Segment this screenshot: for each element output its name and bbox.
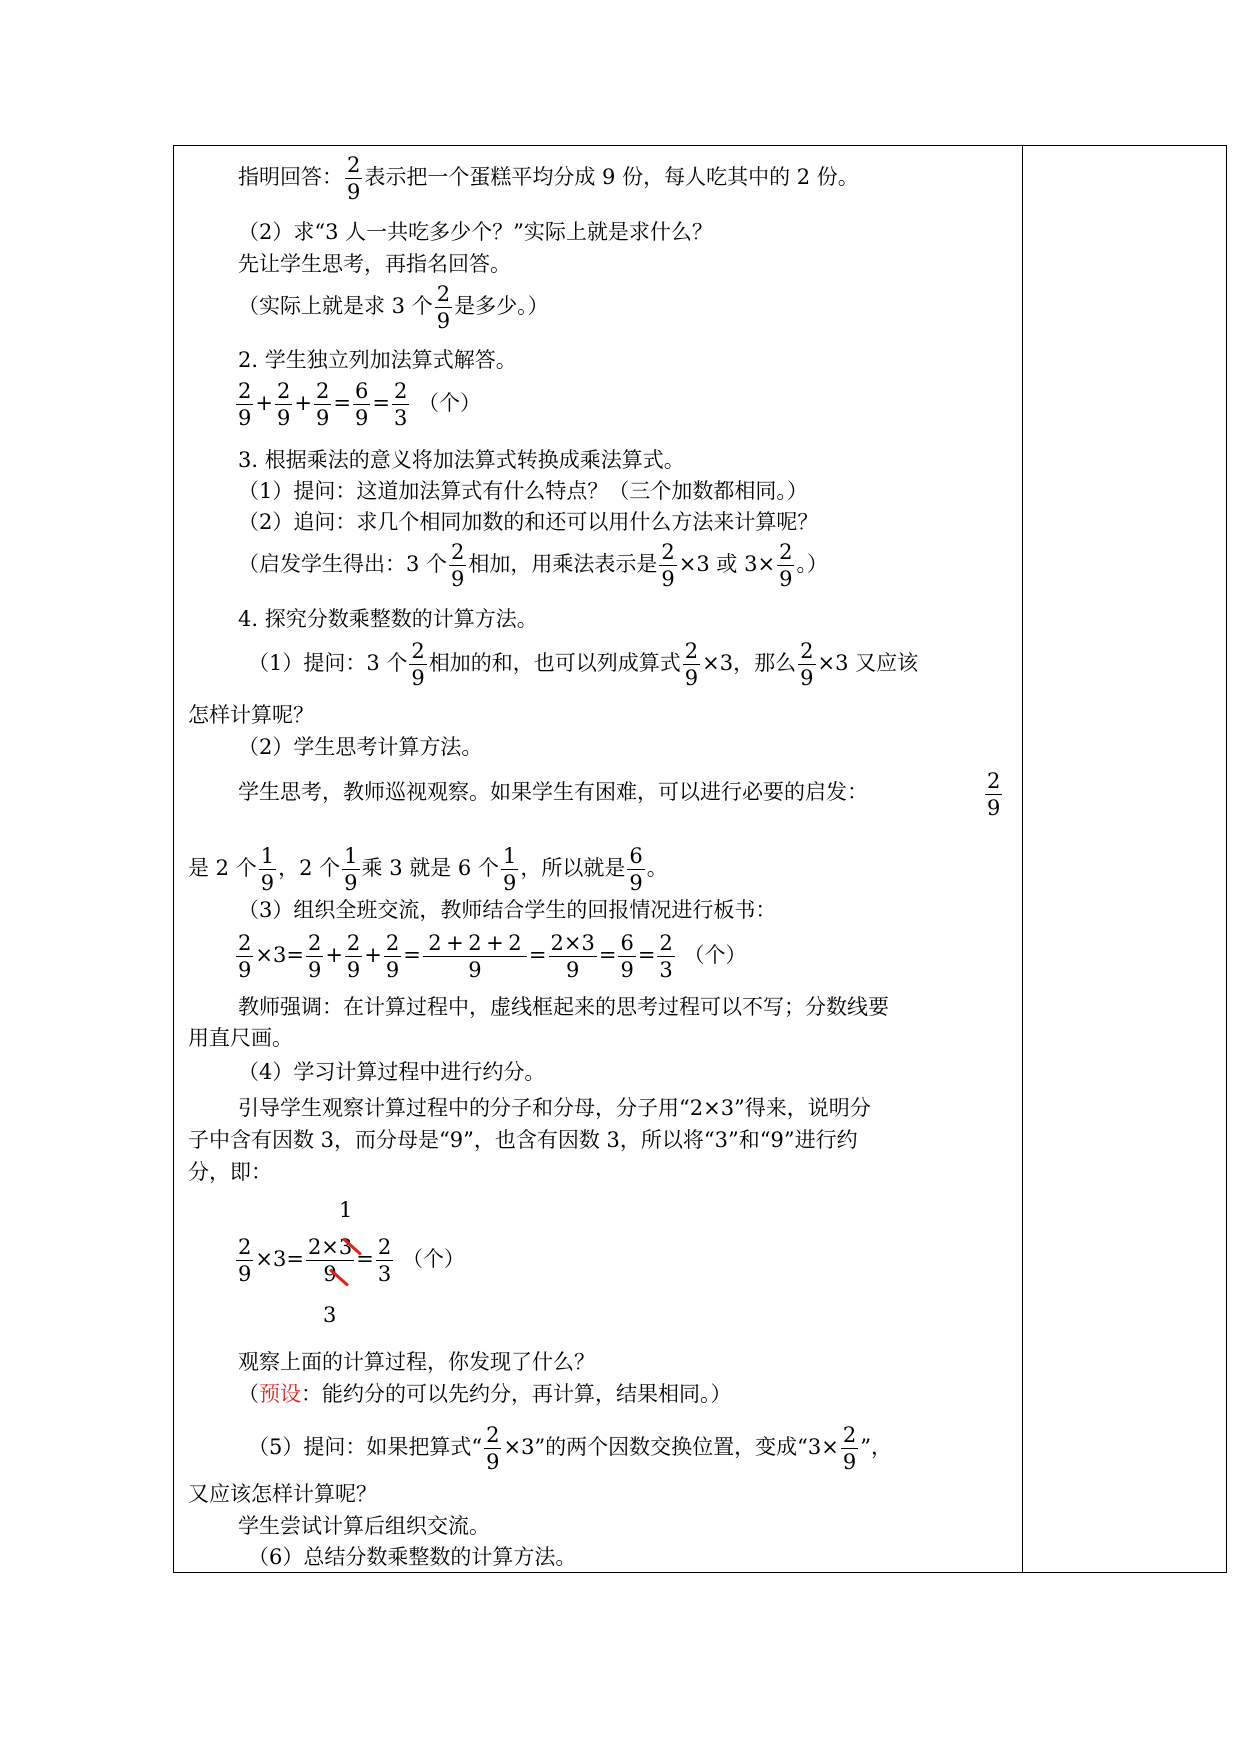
text: 。 [646, 856, 668, 880]
fraction-2-9: $\frac{2}{9}$ [842, 1423, 857, 1474]
fraction-2-9: $\frac{2}{9}$ [779, 540, 793, 591]
plus: + [325, 943, 343, 967]
fraction-2-9: $\frac{2}{9}$ [436, 282, 451, 333]
fraction-2-9: $\frac{2}{9}$ [451, 540, 465, 591]
emphasis-line-cont: 用直尺画。 [188, 1026, 293, 1050]
hint-line-cont [188, 843, 668, 896]
answer-note [238, 281, 549, 334]
fraction-1-9: $\frac{1}{9}$ [260, 844, 275, 895]
guide-line: 子中含有因数 3，而分母是“9”，也含有因数 3，所以将“3”和“9”进行约 [188, 1128, 858, 1152]
equals: = [356, 1247, 374, 1271]
text: 学生思考，教师巡视观察。如果学生有困难，可以进行必要的启发： [238, 780, 868, 804]
fraction-2-9: $\frac{2}{9}$ [411, 639, 425, 690]
reduction-bottom-3: 3 [323, 1303, 337, 1327]
equals: = [528, 943, 547, 967]
emphasis-line: 教师强调：在计算过程中，虚线框起来的思考过程可以不写；分数线要 [238, 995, 889, 1019]
fraction-6-9: $\frac{6}{9}$ [629, 844, 643, 895]
observe-line: 观察上面的计算过程，你发现了什么？ [238, 1350, 595, 1374]
text: （启发学生得出：3 个 [238, 552, 448, 576]
step-line: （4）学习计算过程中进行约分。 [238, 1060, 546, 1084]
num: 2 [508, 931, 522, 955]
step-line: （6）总结分数乘整数的计算方法。 [248, 1545, 577, 1569]
question-line: （2）追问：求几个相同加数的和还可以用什么方法来计算呢？ [238, 510, 819, 534]
fraction-2-9: $\frac{2}{9}$ [238, 379, 252, 430]
step-line: （2）学生思考计算方法。 [238, 735, 483, 759]
fraction-2-9: $\frac{2}{9}$ [661, 540, 675, 591]
board-equation [234, 930, 746, 983]
text: （实际上就是求 3 个 [238, 294, 433, 318]
answer-line [238, 152, 859, 205]
preset-line [238, 1380, 732, 1408]
fraction-2-3: $\frac{2}{3}$ [393, 379, 408, 430]
times-3-equals: ×3= [255, 943, 304, 967]
equals: = [598, 943, 617, 967]
fraction-6-9: $\frac{6}{9}$ [354, 379, 369, 430]
text: ×3 又应该 [817, 651, 919, 675]
reduction-top-1: 1 [339, 1198, 353, 1222]
fraction-2-3: $\frac{2}{3}$ [659, 931, 673, 982]
fraction-2-9: $\frac{2}{9}$ [346, 931, 361, 982]
step-3-heading: 3. 根据乘法的意义将加法算式转换成乘法算式。 [238, 448, 685, 472]
fraction-2-9: $\frac{2}{9}$ [684, 639, 699, 690]
instruction-line: 先让学生思考，再指名回答。 [238, 252, 511, 276]
column-divider [1022, 145, 1023, 1573]
hint-line [238, 539, 828, 592]
question-line-cont: 又应该怎样计算呢？ [188, 1482, 377, 1506]
fraction-2-3: $\frac{2}{3}$ [377, 1235, 392, 1286]
text: ×3，那么 [702, 651, 797, 675]
equals: = [333, 391, 351, 415]
unit: （个） [683, 943, 747, 967]
text: ：能约分的可以先约分，再计算，结果相同。） [301, 1382, 732, 1406]
fraction-2-9: $\frac{2}{9}$ [385, 931, 400, 982]
text: ”， [860, 1435, 892, 1459]
text: 指明回答： [238, 165, 343, 189]
fraction-2-9: $\frac{2}{9}$ [315, 379, 330, 430]
fraction-2x3-9: $\frac{2\times 3}{9}$ [307, 1235, 353, 1286]
plus: + [446, 931, 464, 955]
plus: + [294, 391, 312, 415]
question-line: （1）提问：这道加法算式有什么特点？（三个加数都相同。） [238, 479, 808, 503]
question-line-cont: 怎样计算呢？ [188, 703, 314, 727]
text: 。） [796, 552, 828, 576]
text: 是多少。） [454, 294, 549, 318]
text: （ [238, 1382, 259, 1406]
text: 相加的和，也可以列成算式 [428, 651, 681, 675]
step-4-heading: 4. 探究分数乘整数的计算方法。 [238, 607, 538, 631]
step-2-heading: 2. 学生独立列加法算式解答。 [238, 348, 517, 372]
addition-equation [234, 378, 481, 431]
text: 乘 3 就是 6 个 [361, 856, 499, 880]
guide-line: 分，即： [188, 1160, 272, 1184]
equals: = [403, 943, 421, 967]
hint-fraction [983, 768, 1004, 821]
fraction-2-9: $\frac{2}{9}$ [347, 153, 361, 204]
text: 相加，用乘法表示是 [468, 552, 658, 576]
times-3-equals: ×3= [255, 1247, 304, 1271]
fraction-2x3-9: $\frac{2\times 3}{9}$ [550, 931, 595, 982]
text: ×3 或 3× [678, 552, 776, 576]
plus: + [255, 391, 273, 415]
unit: （个） [401, 1247, 465, 1271]
text: ×3”的两个因数交换位置，变成“3× [503, 1435, 839, 1459]
fraction-2-9: $\frac{2}{9}$ [800, 639, 814, 690]
fraction-2-9: $\frac{2}{9}$ [307, 931, 322, 982]
teacher-hint [238, 778, 868, 806]
fraction-2-9: $\frac{2}{9}$ [486, 1423, 500, 1474]
fraction-1-9: $\frac{1}{9}$ [344, 844, 358, 895]
question-line [248, 1422, 892, 1475]
text: （1）提问：3 个 [248, 651, 408, 675]
plus: + [364, 943, 382, 967]
fraction-sum-over-9: $\frac{2 + 2 + 2}{9}$ [423, 930, 527, 983]
step-line: （3）组织全班交流，教师结合学生的回报情况进行板书： [238, 898, 777, 922]
guide-line: 引导学生观察计算过程中的分子和分母，分子用“2×3”得来，说明分 [238, 1096, 871, 1120]
step-line: 学生尝试计算后组织交流。 [238, 1514, 490, 1538]
equals: = [372, 391, 390, 415]
text: 是 2 个 [188, 856, 257, 880]
preset-label: 预设 [259, 1382, 301, 1406]
question-line [248, 638, 918, 691]
plus: + [486, 931, 504, 955]
unit: （个） [418, 391, 481, 415]
fraction-1-9: $\frac{1}{9}$ [502, 844, 517, 895]
fraction-2-9: $\frac{2}{9}$ [276, 379, 291, 430]
fraction-6-9: $\frac{6}{9}$ [620, 931, 634, 982]
question-line: （2）求“3 人一共吃多少个？”实际上就是求什么？ [238, 220, 713, 244]
num: 2 [468, 931, 482, 955]
fraction-2-9: $\frac{2}{9}$ [238, 1235, 252, 1286]
text: ，2 个 [278, 856, 341, 880]
fraction-2-9: $\frac{2}{9}$ [238, 931, 252, 982]
fraction-2-9: $\frac{2}{9}$ [987, 769, 1001, 820]
text: （5）提问：如果把算式“ [248, 1435, 483, 1459]
equals: = [637, 943, 656, 967]
text: 表示把一个蛋糕平均分成 9 份，每人吃其中的 2 份。 [364, 165, 859, 189]
text: ，所以就是 [520, 856, 626, 880]
num: 2 [428, 931, 442, 955]
